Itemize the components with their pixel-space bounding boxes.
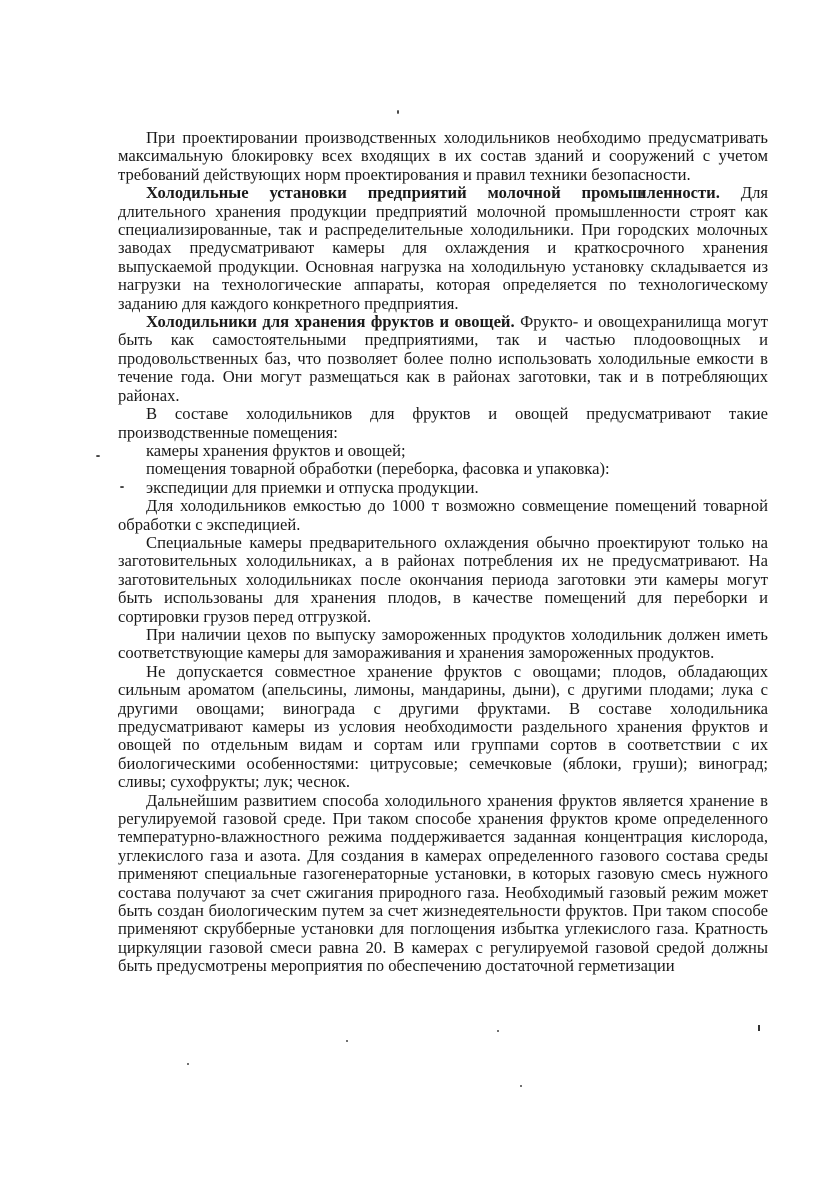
scan-speck [346, 1040, 348, 1042]
paragraph-text: Для длительного хранения продукции предприятий молочной промышленности строят как специализированные, так и распределительные холодильники. При городских молочных заводах предусматривают камеры для охлаждения и краткосрочного хранения выпускаемой продукции. Основная нагрузка на холодильную установку складывается из нагрузки на технологические аппараты, которая определяется по технологическому заданию для каждого конкретного предприятия. [118, 183, 768, 313]
list-item: экспедиции для приемки и отпуска продукции. [146, 477, 479, 497]
paragraph: Специальные камеры предварительного охлаждения обычно проектируют только на заготовительных холодильниках, а в районах потребления их не предусматривают. На заготовительных холодильниках после окончания периода заготовки эти камеры могут быть использованы для хранения плодов, в качестве помещений для переборки и сортировки грузов перед отгрузкой. [118, 532, 768, 626]
paragraph: При наличии цехов по выпуску замороженных продуктов холодильник должен иметь соответствующие камеры для замораживания и хранения замороженных продуктов. [118, 624, 768, 663]
paragraph-heading: Холодильные установки предприятий молочной промышленности. [146, 183, 720, 203]
list-item: камеры хранения фруктов и овощей; [146, 440, 406, 460]
scan-speck [96, 455, 100, 457]
document-body [118, 129, 768, 976]
paragraph [118, 129, 768, 184]
paragraph [118, 313, 768, 405]
paragraph [118, 184, 768, 313]
paragraph: Для холодильников емкостью до 1000 т возможно совмещение помещений товарной обработки с экспедицией. [118, 496, 768, 534]
scan-speck [520, 1085, 522, 1087]
paragraph-text: В составе холодильников для фруктов и овощей предусматривают такие производственные помещения: [118, 404, 768, 442]
paragraph-heading: Холодильники для хранения фруктов и овощей. [146, 312, 515, 332]
scan-mark [758, 1025, 760, 1031]
paragraph-text: Фрукто- и овощехранилища могут быть как самостоятельными предприятиями, так и частью плодоовощных и продовольственных баз, что позволяет более полно использовать холодильные емкости в течение года. Они могут размещаться как в районах заготовки, так и в потребляющих районах. [118, 312, 768, 405]
list-item: помещения товарной обработки (переборка, фасовка и упаковка): [146, 459, 610, 479]
paragraph [118, 405, 768, 442]
scan-speck [187, 1063, 189, 1065]
paragraph-text: При проектировании производственных холодильников необходимо предусматривать максимальную блокировку всех входящих в их состав зданий и сооружений с учетом требований действующих норм проектирования и правил техники безопасности. [118, 128, 768, 184]
paragraph: Дальнейшим развитием способа холодильного хранения фруктов является хранение в регулируемой газовой среде. При таком способе хранения фруктов кроме определенного температурно-влажностного режима поддерживается заданная концентрация кислорода, углекислого газа и азота. Для создания в камерах определенного газового состава среды применяют специальные газогенераторные установки, в которых газовую смесь нужного состава получают за счет сжигания природного газа. Необходимый газовый режим может быть создан биологическим путем за счет жизнедеятельности фруктов. При таком способе применяют скрубберные установки для поглощения избытка углекислого газа. Кратность циркуляции газовой смеси равна 20. В камерах с регулируемой газовой средой должны быть предусмотрены мероприятия по обеспечению достаточной герметизации [118, 790, 768, 976]
scan-speck [397, 110, 399, 114]
paragraph: Не допускается совместное хранение фруктов с овощами; плодов, обладающих сильным ароматом (апельсины, лимоны, мандарины, дыни), с другими плодами; лука с другими овощами; винограда с другими фруктами. В составе холодильника предусматривают камеры из условия необходимости раздельного хранения фруктов и овощей по отдельным видам и сортам или группами сортов в соответствии с их биологическими особенностями: цитрусовые; семечковые (яблоки, груши); виноград; сливы; сухофрукты; лук; чеснок. [118, 661, 768, 792]
scan-speck [497, 1030, 499, 1032]
